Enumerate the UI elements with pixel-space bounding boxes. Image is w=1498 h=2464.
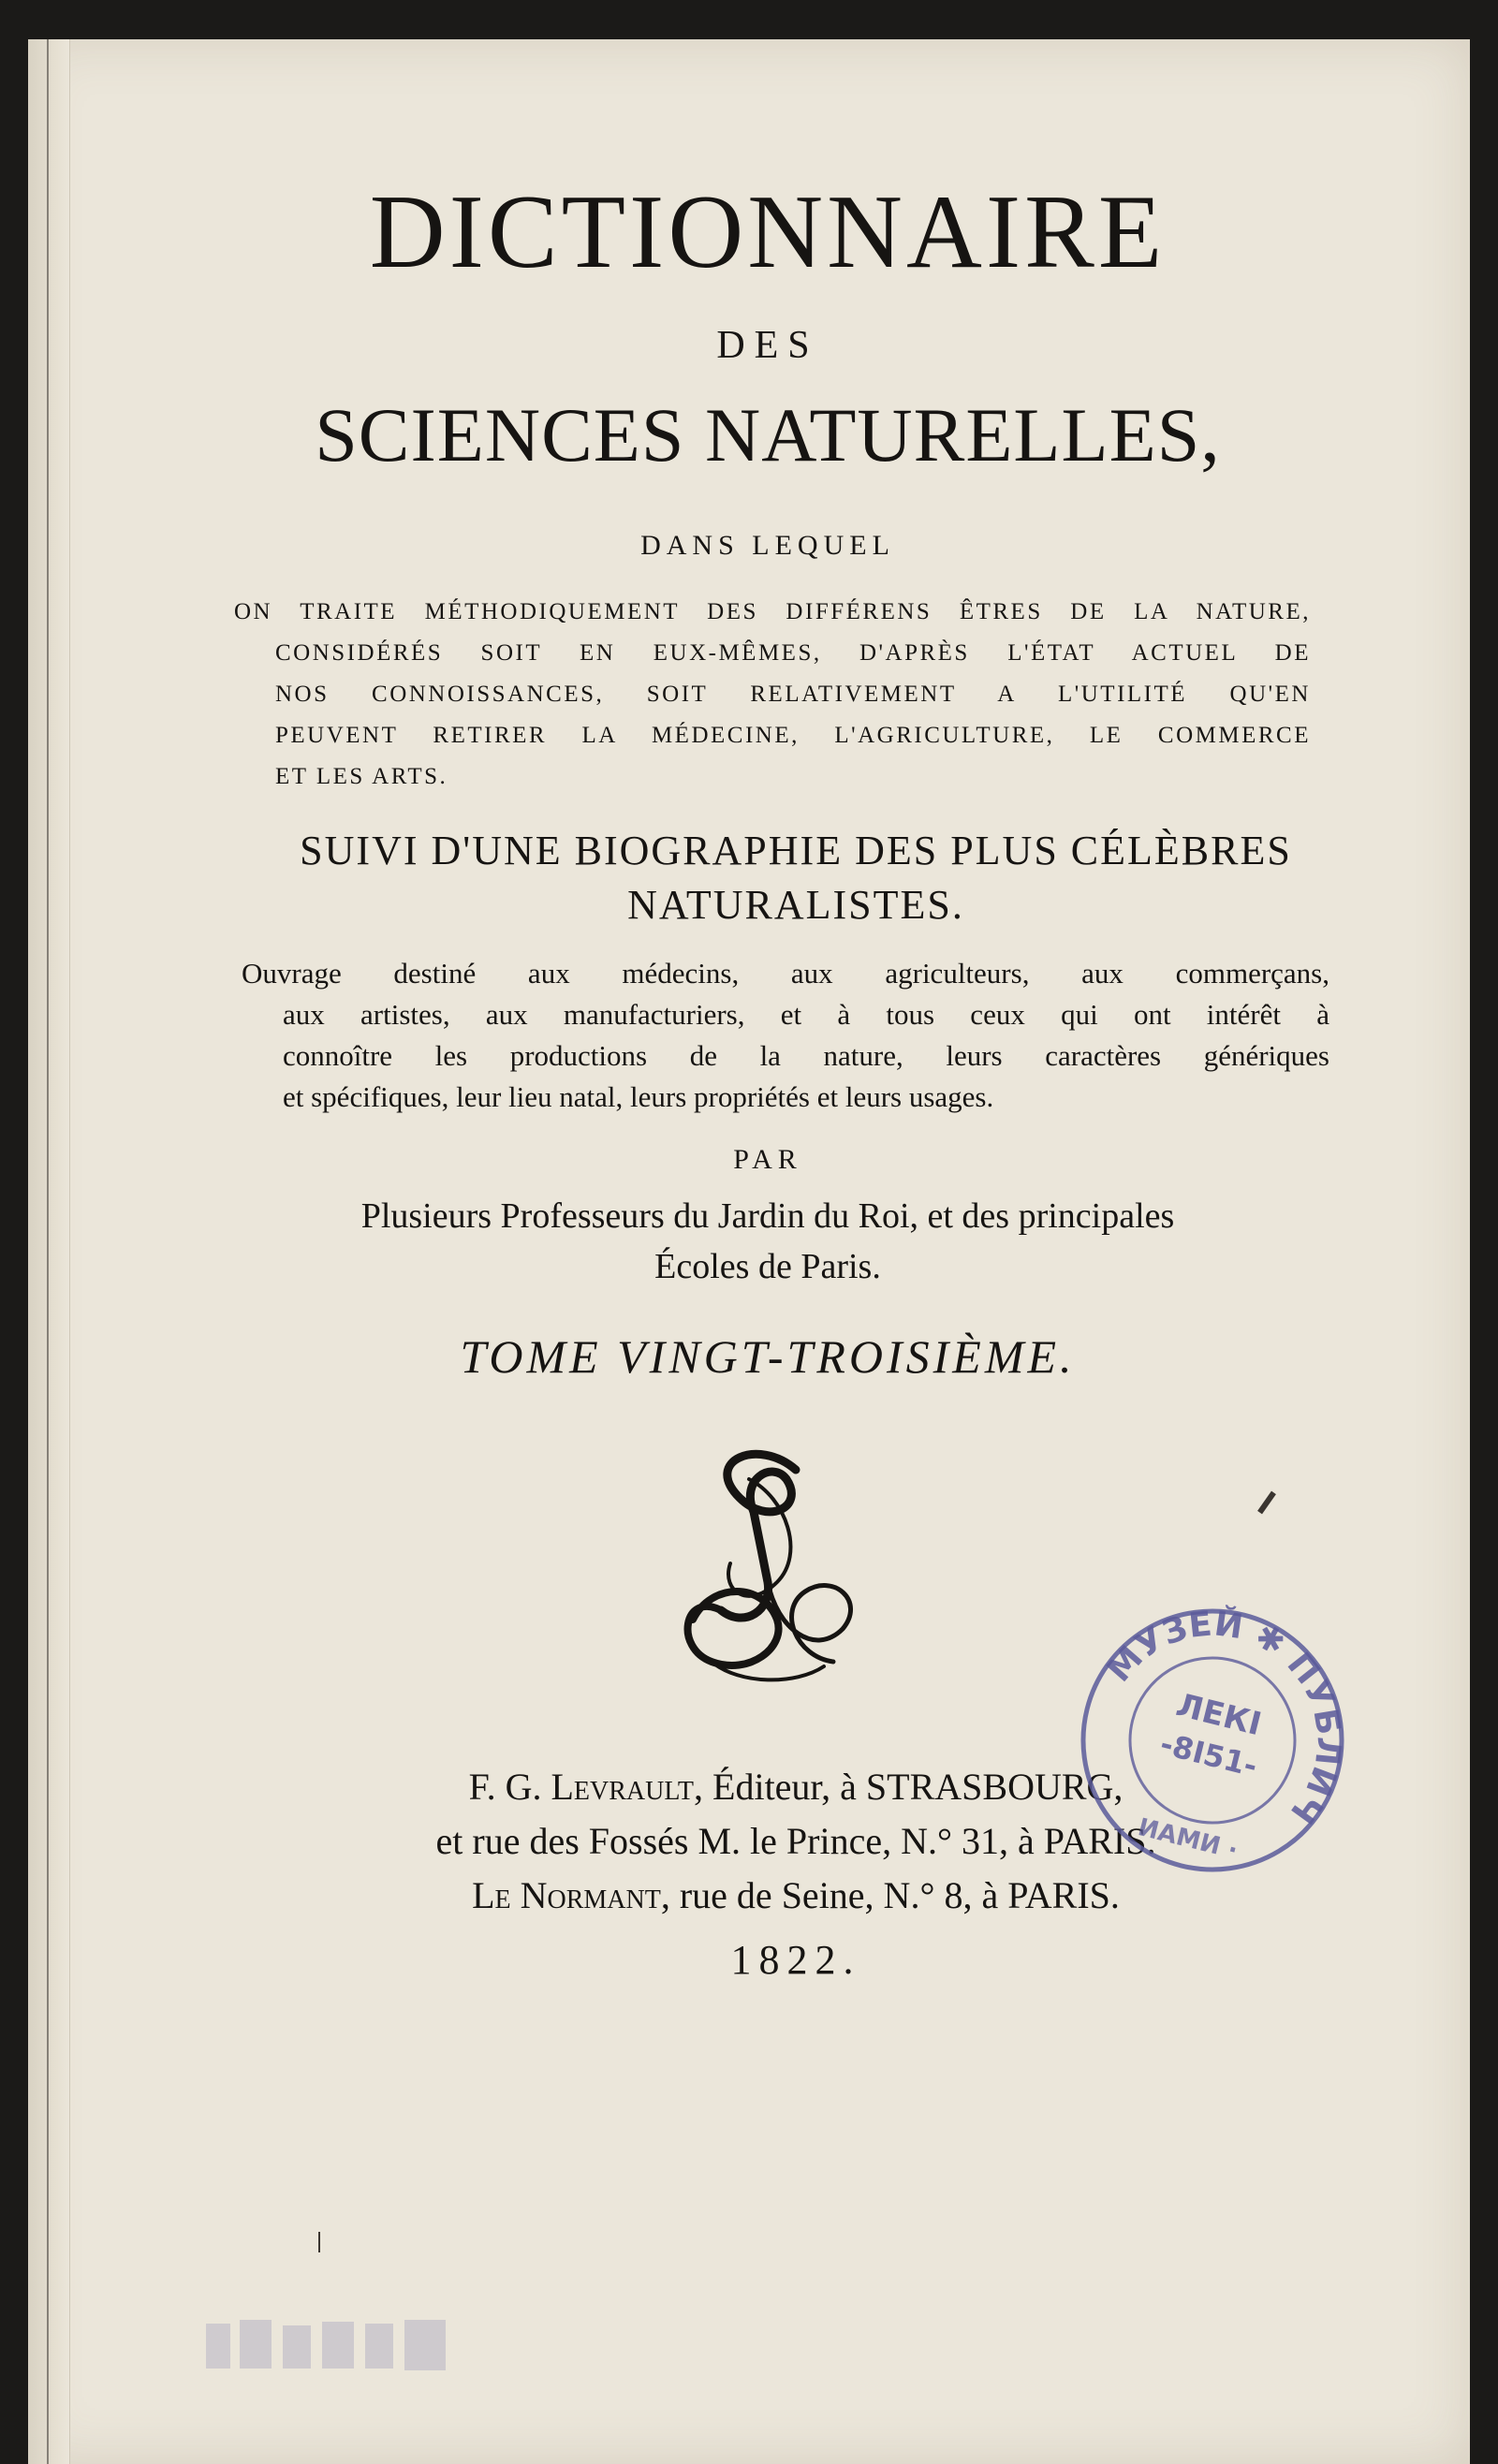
suivi-line-2: NATURALISTES. <box>627 882 964 928</box>
monogram-emblem <box>655 1442 880 1694</box>
publisher-name: F. G. Levrault <box>468 1766 695 1808</box>
publisher-location: , Éditeur, à STRASBOURG, <box>694 1766 1124 1808</box>
ouvrage-line: Ouvrage destiné aux médecins, aux agriculteurs, aux commerçans, <box>242 957 1329 990</box>
imprint-line-3 <box>262 1869 1329 1923</box>
dans-lequel: DANS LEQUEL <box>640 530 895 561</box>
ouvrage-block <box>206 953 1329 1118</box>
ink-mark <box>318 2232 320 2252</box>
stamp-inner-2: -8I51- <box>1156 1725 1261 1784</box>
description-line: CONSIDÉRÉS SOIT EN EUX-MÊMES, D'APRÈS L'ÉTAT ACTUEL DE <box>275 640 1311 666</box>
ouvrage-line: aux artistes, aux manufacturiers, et à tous ceux qui ont intérêt à <box>283 998 1329 1031</box>
suivi-heading <box>206 824 1329 932</box>
co-publisher-name: Le Normant <box>472 1874 661 1916</box>
page-spine <box>28 39 70 2464</box>
publication-year: 1822. <box>730 1937 861 1983</box>
title-line-1: DICTIONNAIRE <box>369 174 1167 290</box>
description-line: PEUVENT RETIRER LA MÉDECINE, L'AGRICULTURE, LE COMMERCE <box>275 723 1311 748</box>
suivi-line-1: SUIVI D'UNE BIOGRAPHIE DES PLUS CÉLÈBRES <box>300 828 1292 873</box>
par-label: PAR <box>733 1144 802 1175</box>
authors-line-2: Écoles de Paris. <box>654 1247 881 1286</box>
description-block <box>206 592 1329 798</box>
ouvrage-line: connoître les productions de la nature, leurs caractères génériques <box>283 1039 1329 1072</box>
description-line: NOS CONNOISSANCES, SOIT RELATIVEMENT A L'UTILITÉ QU'EN <box>275 682 1311 707</box>
authors-block <box>206 1191 1329 1292</box>
stamp-ring-text: МУЗЕЙ ✱ ПУБЛИЧ <box>1099 1605 1348 1831</box>
imprint-line-2: et rue des Fossés M. le Prince, N.° 31, à PARIS. <box>435 1820 1156 1862</box>
authors-line-1: Plusieurs Professeurs du Jardin du Roi, et des principales <box>360 1196 1175 1236</box>
page-edge-line <box>47 39 49 2464</box>
stamp-inner-3: ИАМИ · <box>1135 1813 1241 1866</box>
book-page <box>28 39 1470 2464</box>
description-line: ET LES ARTS. <box>275 764 448 789</box>
ouvrage-line: et spécifiques, leur lieu natal, leurs propriétés et leurs usages. <box>283 1080 994 1113</box>
tome-label: TOME VINGT-TROISIÈME. <box>460 1330 1076 1383</box>
stamp-inner-1: ЛЕКІ <box>1172 1686 1266 1744</box>
title-line-3: SCIENCES NATURELLES, <box>315 392 1221 477</box>
description-line: ON TRAITE MÉTHODIQUEMENT DES DIFFÉRENS ÊTRES DE LA NATURE, <box>234 599 1311 624</box>
co-publisher-location: , rue de Seine, N.° 8, à PARIS. <box>660 1874 1120 1916</box>
faded-shelfmark <box>206 2314 459 2380</box>
title-line-2: DES <box>716 324 819 367</box>
